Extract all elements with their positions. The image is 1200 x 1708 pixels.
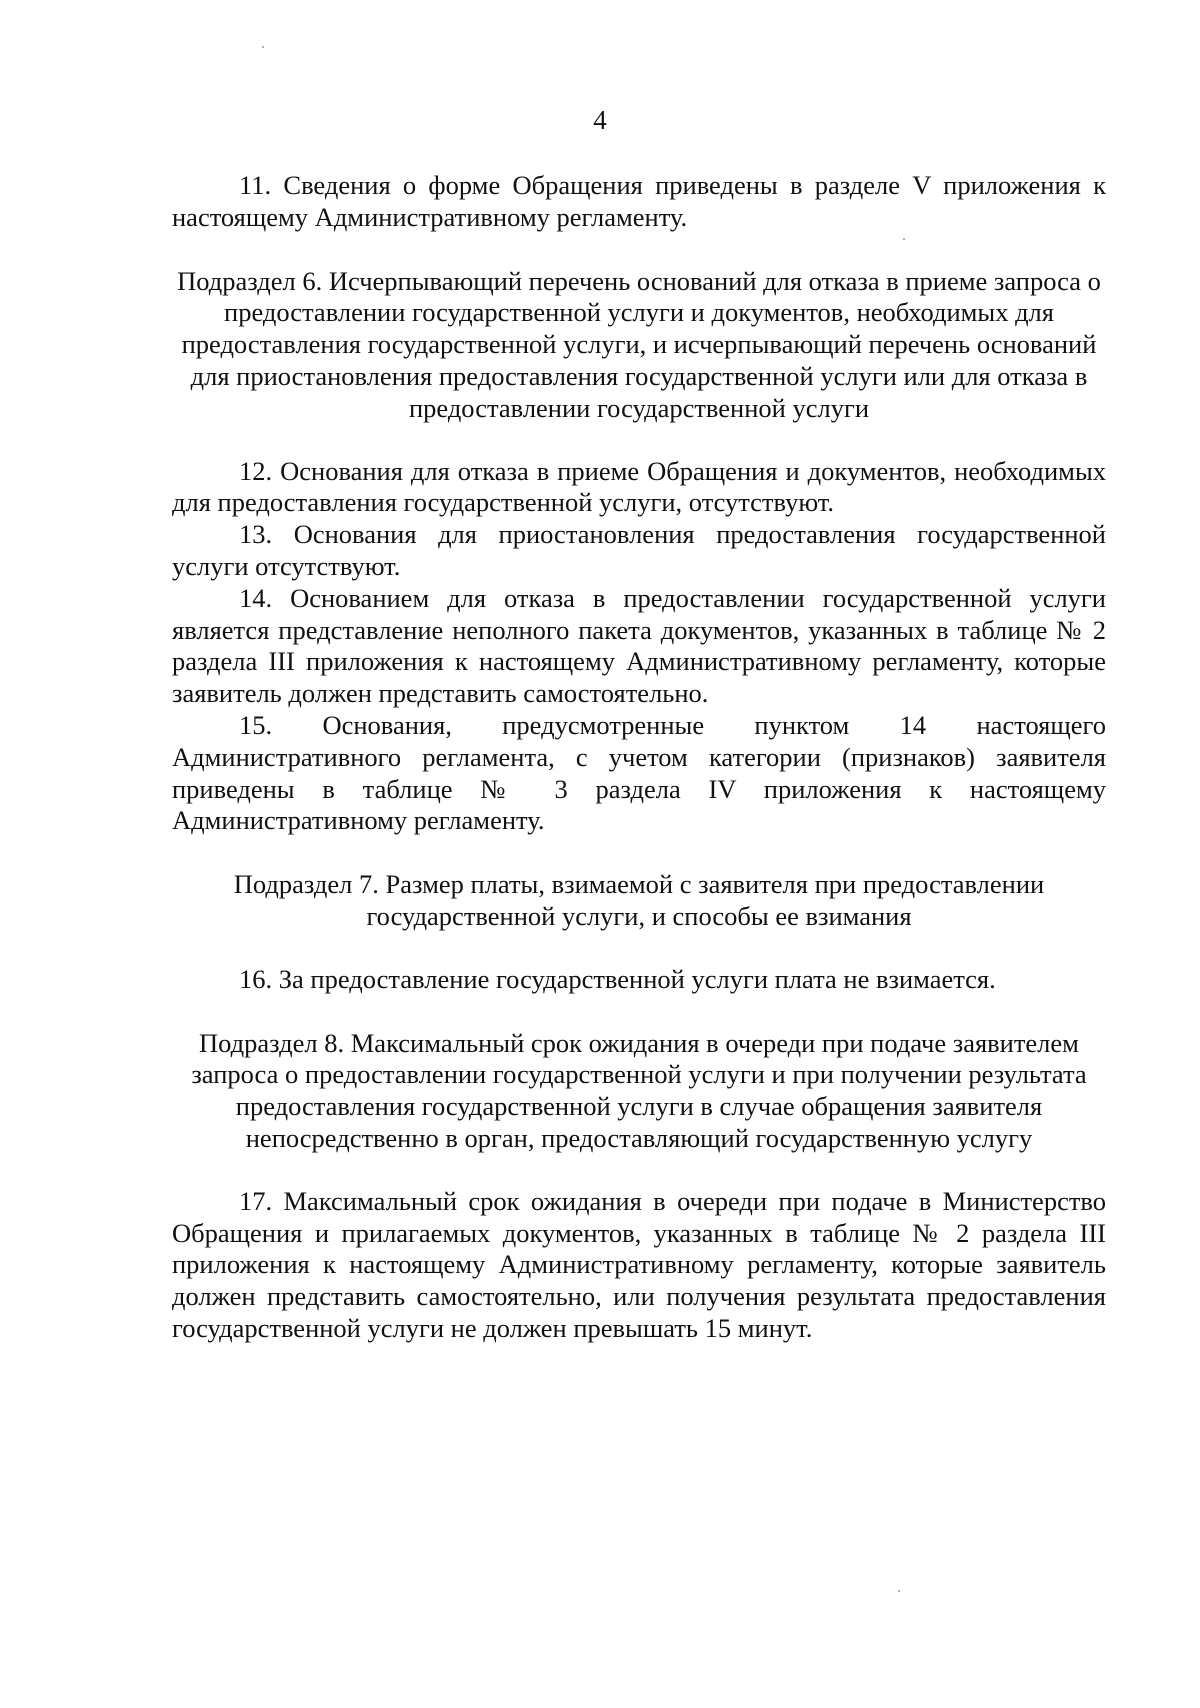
paragraph-13: 13. Основания для приостановления предоставления государственной услуги отсутствуют. <box>172 519 1106 581</box>
document-body <box>172 170 1106 1345</box>
scan-speck <box>262 46 264 48</box>
subsection-7-heading: Подраздел 7. Размер платы, взимаемой с заявителя при предоставлении государственной услуги, и способы ее взимания <box>233 869 1045 931</box>
paragraph-15: 15. Основания, предусмотренные пунктом 14 настоящего Административного регламента, с учетом категории (признаков) заявителя приведены в таблице № 3 раздела IV приложения к настоящему Административному регламенту. <box>172 709 1106 836</box>
paragraph-17: 17. Максимальный срок ожидания в очереди при подаче в Министерство Обращения и прилагаемых документов, указанных в таблице № 2 раздела III приложения к настоящему Административному регламенту, которые заявитель должен представить самостоятельно, или получения результата предоставления государственной услуги не должен превышать 15 минут. <box>172 1185 1106 1343</box>
page-number: 4 <box>593 105 607 135</box>
subsection-8-heading: Подраздел 8. Максимальный срок ожидания в очереди при подаче заявителем запроса о предоставлении государственной услуги и при получении результата предоставления государственной услуги в случае обращения заявителя непосредственно в орган, предоставляющий государственную услугу <box>191 1027 1087 1153</box>
subsection-6-heading: Подраздел 6. Исчерпывающий перечень оснований для отказа в приеме запроса о предоставлении государственной услуги и документов, необходимых для предоставления государственной услуги, и исчерпывающий перечень оснований для приостановления предоставления государственной услуги или для отказа в предоставлении государственной услуги <box>177 265 1101 423</box>
paragraph-12: 12. Основания для отказа в приеме Обращения и документов, необходимых для предоставления государственной услуги, отсутствуют. <box>172 455 1106 518</box>
paragraph-11: 11. Сведения о форме Обращения приведены в разделе V приложения к настоящему Административному регламенту. <box>172 170 1106 232</box>
scan-speck <box>898 1590 900 1592</box>
paragraph-14: 14. Основанием для отказа в предоставлении государственной услуги является представление неполного пакета документов, указанных в таблице № 2 раздела III приложения к настоящему Административному регламенту, которые заявитель должен представить самостоятельно. <box>172 582 1106 709</box>
paragraph-16: 16. За предоставление государственной услуги плата не взимается. <box>239 963 996 994</box>
